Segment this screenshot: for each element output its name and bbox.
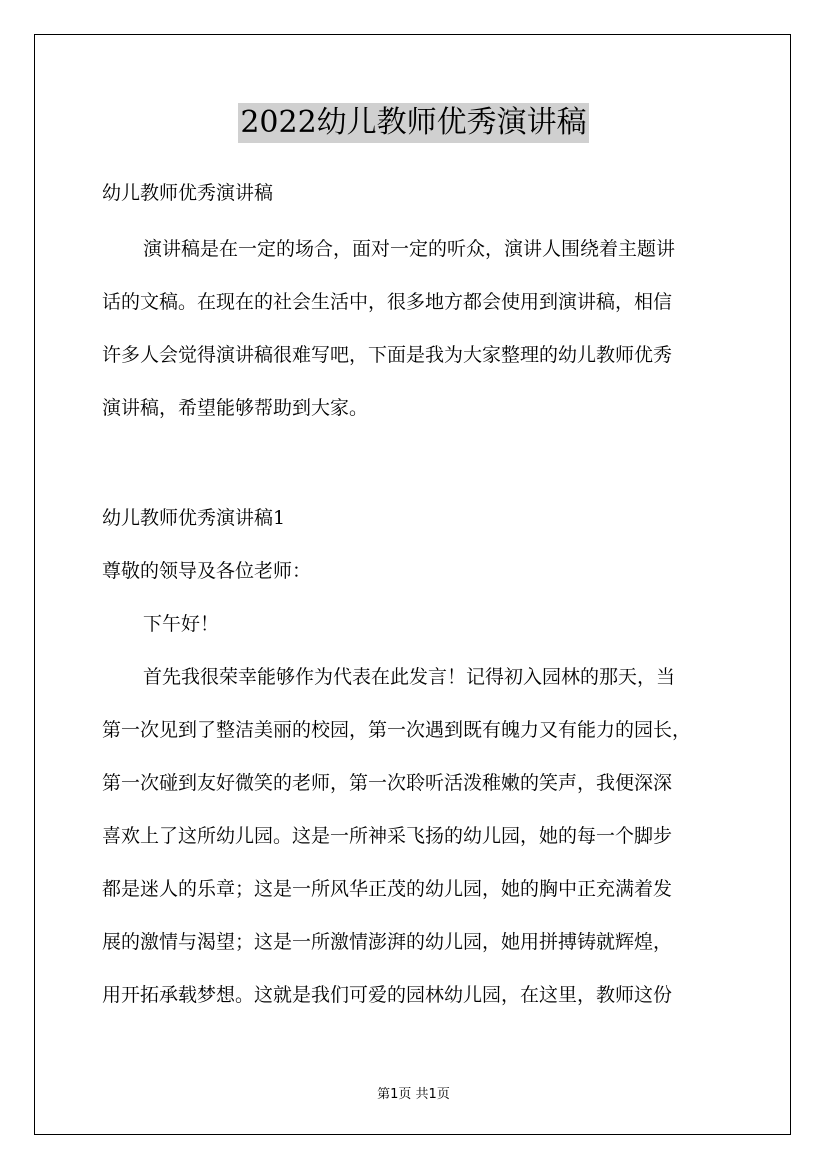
- body-line-1: 首先我很荣幸能够作为代表在此发言！记得初入园林的那天，当: [143, 666, 676, 688]
- intro-line-4: 演讲稿，希望能够帮助到大家。: [102, 397, 369, 419]
- body-line-2: 第一次见到了整洁美丽的校园，第一次遇到既有魄力又有能力的园长，: [102, 719, 692, 741]
- document-title: [0, 102, 827, 143]
- section-heading: 幼儿教师优秀演讲稿1: [102, 507, 286, 529]
- body-line-3: 第一次碰到友好微笑的老师，第一次聆听活泼稚嫩的笑声，我便深深: [102, 772, 673, 794]
- intro-line-3: 许多人会觉得演讲稿很难写吧，下面是我为大家整理的幼儿教师优秀: [102, 344, 673, 366]
- salutation: 尊敬的领导及各位老师：: [102, 560, 312, 582]
- intro-line-1: 演讲稿是在一定的场合，面对一定的听众，演讲人围绕着主题讲: [143, 238, 676, 260]
- body-line-5: 都是迷人的乐章；这是一所风华正茂的幼儿园，她的胸中正充满着发: [102, 878, 673, 900]
- subtitle: 幼儿教师优秀演讲稿: [102, 182, 274, 204]
- page-number-footer: 第1页 共1页: [377, 1087, 450, 1102]
- greeting: 下午好！: [143, 613, 220, 635]
- body-line-4: 喜欢上了这所幼儿园。这是一所神采飞扬的幼儿园，她的每一个脚步: [102, 825, 673, 847]
- body-line-6: 展的激情与渴望；这是一所激情澎湃的幼儿园，她用拼搏铸就辉煌，: [102, 931, 673, 953]
- body-line-7: 用开拓承载梦想。这就是我们可爱的园林幼儿园，在这里，教师这份: [102, 984, 673, 1006]
- intro-line-2: 话的文稿。在现在的社会生活中，很多地方都会使用到演讲稿，相信: [102, 291, 673, 313]
- document-title-text: 2022幼儿教师优秀演讲稿: [238, 103, 588, 143]
